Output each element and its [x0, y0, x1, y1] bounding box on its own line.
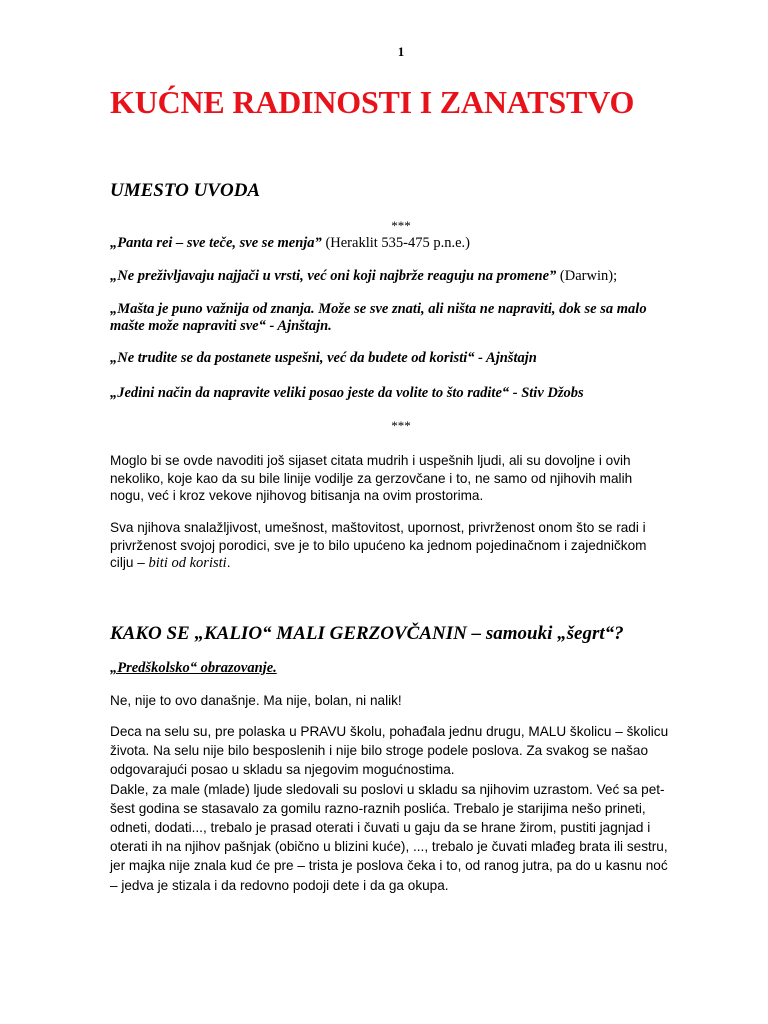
paragraph-line: Sva njihova snalažljivost, umešnost, maštovitost, upornost, privrženost onom što se radi i [110, 520, 646, 535]
quote-heraklit [110, 235, 470, 252]
quote-line: „Mašta je puno važnija od znanja. Može se sve znati, ali ništa ne napraviti, dok se sa malo [110, 301, 647, 317]
paragraph-line: – jedva je stizala i da redovno podoji dete i da ga okupa. [110, 877, 449, 893]
paragraph-line: šest godina se stasavalo za gomilu razno-raznih poslića. Trebalo je starijima nešo prineti, [110, 800, 646, 816]
paragraph-line: nogu, već i kroz vekove njihovog bitisanja na ovim prostorima. [110, 488, 484, 504]
paragraph-line: privrženost svojoj porodici, sve je to bilo upućeno ka jednom pojedinačnom i zajedničkom [110, 537, 647, 553]
paragraph-line: Ne, nije to ovo današnje. Ma nije, bolan, ni nalik! [110, 693, 402, 708]
paragraph-intro [110, 452, 632, 505]
emphasis-text: biti od koristi [148, 555, 227, 572]
paragraph-line: odgovarajući posao u skladu sa njegovim mogućnostima. [110, 762, 455, 778]
page-number: 1 [397, 44, 405, 59]
quote-text: „Ne preživljavaju najjači u vrsti, već oni koji najbrže reaguju na promene” [110, 268, 557, 284]
quote-source: (Heraklit 535-475 p.n.e.) [321, 235, 470, 251]
paragraph-text: cilju – [110, 555, 149, 571]
quote-text: „Ne trudite se da postanete uspešni, već da budete od koristi“ - Ajnštajn [110, 350, 537, 366]
quote-ajnstajn-masta [110, 301, 647, 335]
paragraph-snalazljivost [110, 519, 647, 573]
paragraph-line: Dakle, za male (mlade) ljude sledovali su poslovi u skladu sa njihovim uzrastom. Već sa pet- [110, 781, 665, 797]
quote-line: mašte može napraviti sve“ - Ajnštajn. [110, 318, 332, 334]
subheading-predskolsko: „Predškolsko“ obrazovanje. [110, 660, 277, 676]
paragraph-deca-na-selu [110, 722, 668, 895]
paragraph-line: Deca na selu su, pre polaska u PRAVU školu, pohađala jednu drugu, MALU školicu – školicu [110, 724, 669, 739]
paragraph-ne-nije [110, 692, 402, 710]
quote-text: „Panta rei – sve teče, sve se menja” [110, 235, 322, 251]
paragraph-text: . [226, 555, 231, 571]
separator-stars-bottom: *** [391, 418, 411, 433]
document-title: KUĆNE RADINOSTI I ZANATSTVO [110, 84, 635, 120]
paragraph-line: nekoliko, koje kao da su bile linije vodilje za gerzovčane i to, ne samo od njihovih malih [110, 470, 633, 486]
separator-stars-top: *** [391, 218, 411, 233]
quote-ajnstajn-korist [110, 350, 537, 367]
section-heading-umesto-uvoda: UMESTO UVODA [110, 180, 261, 201]
quote-darwin [110, 268, 617, 285]
paragraph-line: života. Na selu nije bilo besposlenih i nije bilo stroge podele poslova. Za svakog se našao [110, 743, 649, 759]
paragraph-line: oterati ih na njihov pašnjak (obično u blizini kuće), ..., trebalo je čuvati mlađeg brata ili sestru, [110, 839, 668, 855]
paragraph-line: jer majka nije znala kud će pre – trista je poslova čeka i to, od ranog jutra, pa do u kasnu noć [110, 858, 668, 874]
paragraph-line-last [110, 554, 647, 573]
paragraph-line: odneti, dodati..., trebalo je prasad oterati i čuvati u gaju da se hrane žirom, pustiti jagnjad i [110, 820, 651, 836]
paragraph-line: Moglo bi se ovde navoditi još sijaset citata mudrih i uspešnih ljudi, ali su dovoljne i ovih [110, 453, 631, 468]
quote-stiv-dzobs [110, 385, 584, 402]
quote-source: (Darwin); [556, 268, 618, 284]
section-heading-kako-se-kalio: KAKO SE „KALIO“ MALI GERZOVČANIN – samouki „šegrt“? [110, 623, 624, 644]
quote-text: „Jedini način da napravite veliki posao jeste da volite to što radite“ - Stiv Džobs [110, 385, 584, 401]
